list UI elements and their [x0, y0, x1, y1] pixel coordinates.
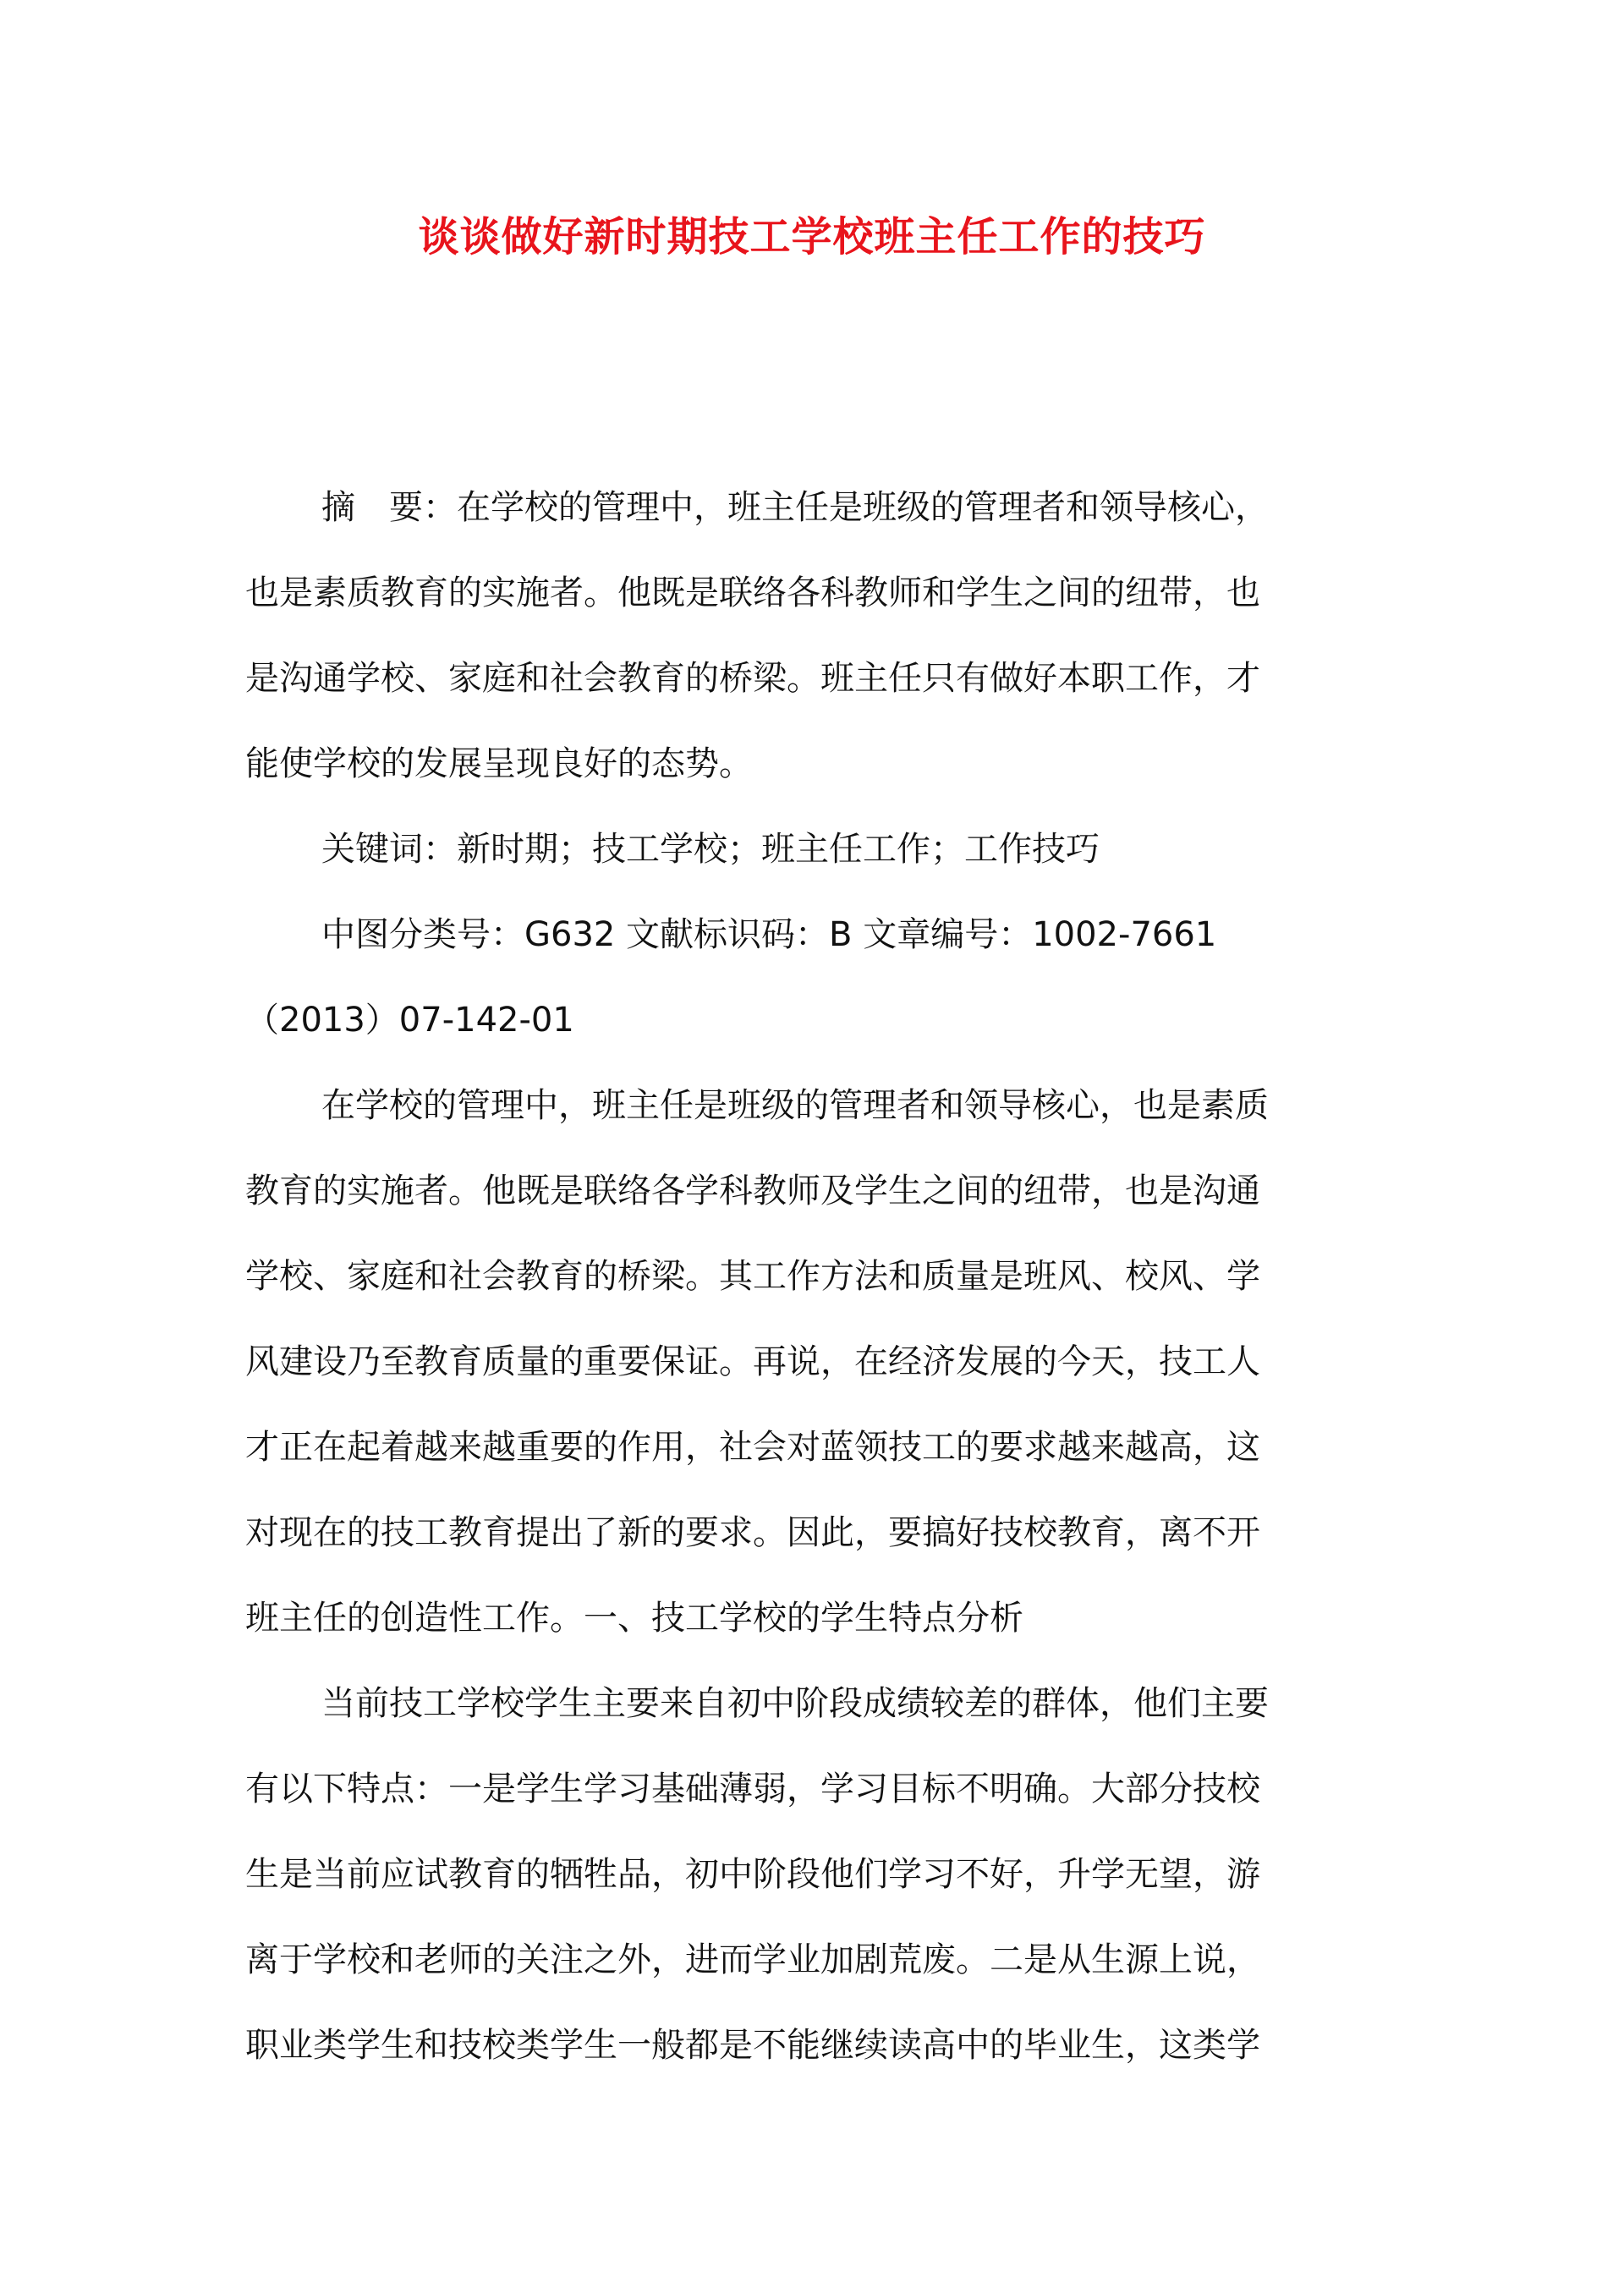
abstract-line: 摘 要：在学校的管理中，班主任是班级的管理者和领导核心，	[321, 488, 1269, 527]
body-paragraph-1	[245, 1063, 1389, 1661]
paragraph-line: 职业类学生和技校类学生一般都是不能继续读高中的毕业生，这类学	[245, 2026, 1260, 2065]
abstract-line: 能使学校的发展呈现良好的态势。	[245, 744, 753, 783]
paragraph-line: 对现在的技工教育提出了新的要求。因此，要搞好技校教育，离不开	[245, 1513, 1260, 1552]
classification-continuation: （2013）07-142-01	[245, 1001, 574, 1040]
paragraph-line: 当前技工学校学生主要来自初中阶段成绩较差的群体，他们主要	[321, 1684, 1269, 1723]
document-title: 谈谈做好新时期技工学校班主任工作的技巧	[418, 213, 1206, 261]
paragraph-line: 学校、家庭和社会教育的桥梁。其工作方法和质量是班风、校风、学	[245, 1257, 1260, 1296]
paragraph-line: 才正在起着越来越重要的作用，社会对蓝领技工的要求越来越高，这	[245, 1428, 1260, 1467]
paragraph-line: 生是当前应试教育的牺牲品，初中阶段他们学习不好，升学无望，游	[245, 1855, 1260, 1894]
paragraph-line: 班主任的创造性工作。一、技工学校的学生特点分析	[245, 1599, 1023, 1638]
document-body	[245, 465, 1389, 2088]
classification-line: 中图分类号：G632 文献标识码：B 文章编号：1002-7661	[321, 915, 1217, 954]
paragraph-line: 教育的实施者。他既是联络各学科教师及学生之间的纽带，也是沟通	[245, 1172, 1260, 1210]
paragraph-line: 风建设乃至教育质量的重要保证。再说，在经济发展的今天，技工人	[245, 1342, 1260, 1381]
paragraph-line: 在学校的管理中，班主任是班级的管理者和领导核心，也是素质	[321, 1086, 1269, 1125]
paragraph-line: 离于学校和老师的关注之外，进而学业加剧荒废。二是从生源上说，	[245, 1940, 1260, 1979]
keywords-line: 关键词：新时期；技工学校；班主任工作；工作技巧	[321, 830, 1100, 869]
abstract-line: 也是素质教育的实施者。他既是联络各科教师和学生之间的纽带，也	[245, 574, 1260, 612]
body-paragraph-2	[245, 1661, 1389, 2088]
abstract-line: 是沟通学校、家庭和社会教育的桥梁。班主任只有做好本职工作，才	[245, 659, 1260, 698]
paragraph-line: 有以下特点：一是学生学习基础薄弱，学习目标不明确。大部分技校	[245, 1770, 1260, 1808]
abstract-section	[245, 465, 1389, 807]
